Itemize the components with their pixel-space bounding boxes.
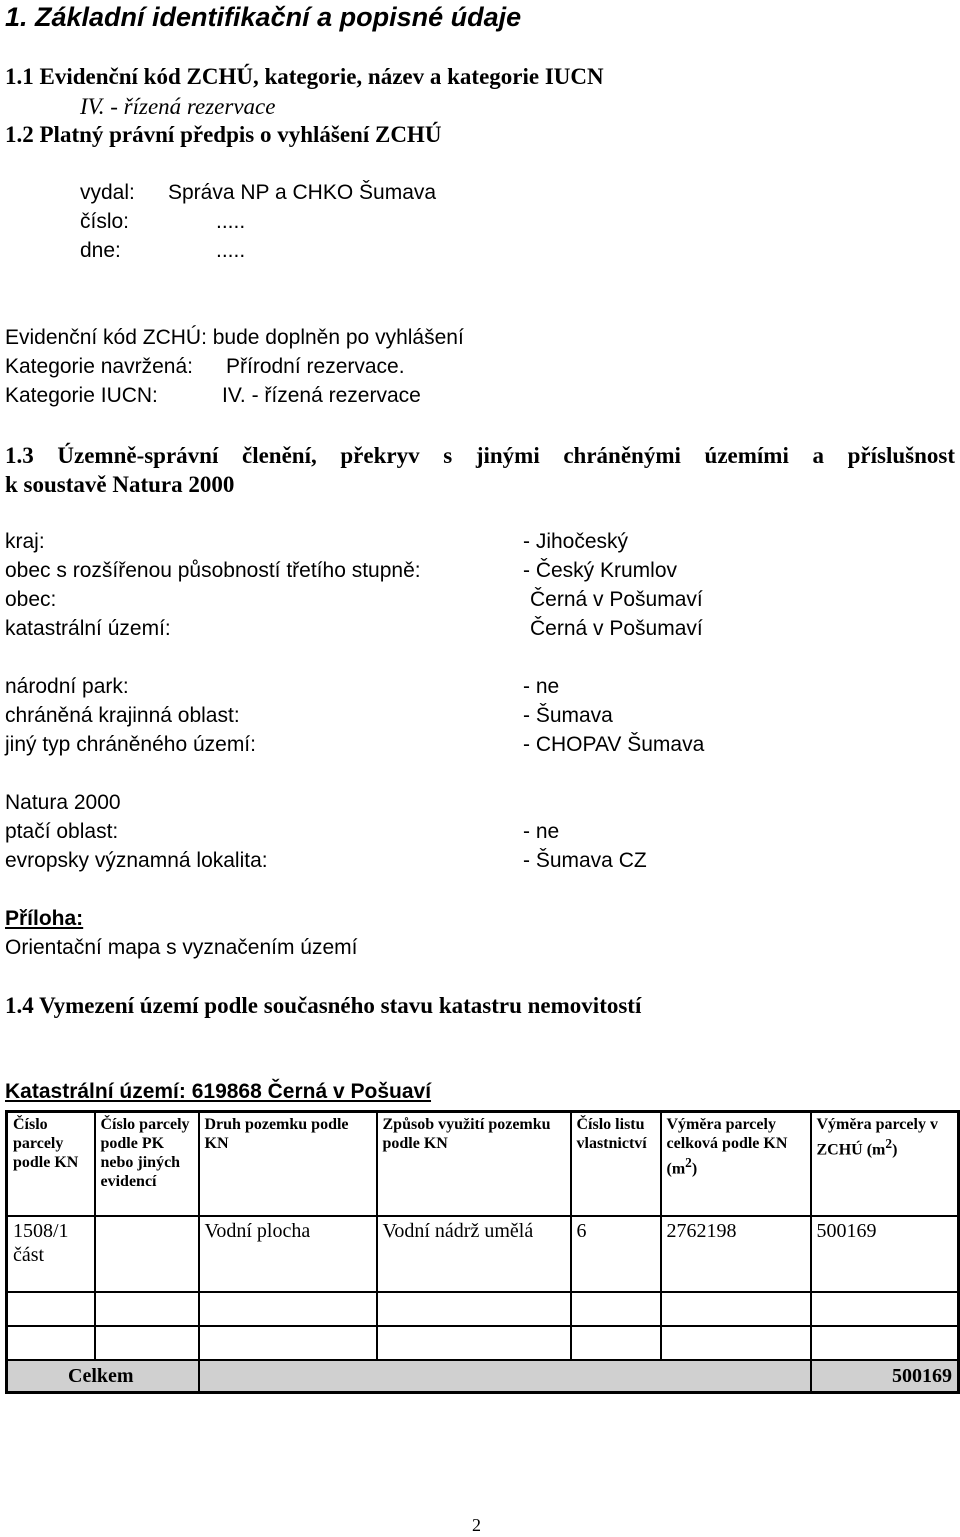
header-zpusob: Způsob využití pozemku podle KN <box>377 1112 571 1217</box>
empty-cell <box>571 1292 661 1326</box>
parcel-table <box>5 1110 960 1394</box>
empty-cell <box>7 1292 95 1326</box>
header-vymera-celkova-close: ) <box>691 1160 698 1178</box>
header-vymera-celkova-sup: 2 <box>685 1155 692 1170</box>
empty-cell <box>571 1326 661 1360</box>
row-value-kraj: - Jihočeský <box>523 530 629 553</box>
row-label-obec: obec: <box>5 588 57 611</box>
table-row <box>7 1216 959 1292</box>
section-1-3-title-line1: 1.3 Územně-správní členění, překryv s jinými chráněnými územími a příslušnost <box>5 443 955 468</box>
section-1-1-title: 1.1 Evidenční kód ZCHÚ, kategorie, název a kategorie IUCN <box>5 64 604 89</box>
empty-cell <box>199 1292 377 1326</box>
header-vymera-celkova <box>661 1112 811 1217</box>
table-header-row <box>7 1112 959 1217</box>
dne-value: ..... <box>216 239 246 262</box>
header-druh: Druh pozemku podle KN <box>199 1112 377 1217</box>
header-vymera-zchu-text: Výměra parcely v ZCHÚ (m <box>816 1116 938 1159</box>
section-1-4-title: 1.4 Vymezení území podle současného stavu katastru nemovitostí <box>5 993 642 1018</box>
katastralni-uzemi-title: Katastrální území: 619868 Černá v Pošuaví <box>5 1080 432 1103</box>
row-value-chko: - Šumava <box>523 704 613 727</box>
priloha-value: Orientační mapa s vyznačením území <box>5 936 358 959</box>
kategorie-navrzena-label: Kategorie navržená: <box>5 355 193 378</box>
empty-cell <box>811 1326 959 1360</box>
cell-vymera-celkova: 2762198 <box>661 1216 811 1292</box>
row-label-ku: katastrální území: <box>5 617 171 640</box>
header-cislo-pk: Číslo parcely podle PK nebo jiných evidencí <box>95 1112 199 1217</box>
cell-zpusob: Vodní nádrž umělá <box>377 1216 571 1292</box>
empty-cell <box>95 1326 199 1360</box>
table-row-empty-1 <box>7 1292 959 1326</box>
evidencni-kod-line: Evidenční kód ZCHÚ: bude doplněn po vyhlášení <box>5 326 464 349</box>
row-value-evl: - Šumava CZ <box>523 849 647 872</box>
header-list-vlastnictvi: Číslo listu vlastnictví <box>571 1112 661 1217</box>
row-label-evl: evropsky významná lokalita: <box>5 849 268 872</box>
empty-cell <box>199 1326 377 1360</box>
vydal-value: Správa NP a CHKO Šumava <box>168 181 437 204</box>
total-spacer <box>199 1360 811 1393</box>
empty-cell <box>7 1326 95 1360</box>
header-vymera-zchu-close: ) <box>892 1141 898 1159</box>
vydal-label: vydal: <box>80 181 135 204</box>
empty-cell <box>95 1292 199 1326</box>
page-number: 2 <box>472 1515 481 1535</box>
kategorie-iucn-label: Kategorie IUCN: <box>5 384 158 407</box>
iucn-category-value: IV. - řízená rezervace <box>80 94 276 119</box>
cell-list-vlastnictvi: 6 <box>571 1216 661 1292</box>
row-label-np: národní park: <box>5 675 129 698</box>
section-1-3-title-line2: k soustavě Natura 2000 <box>5 472 235 497</box>
row-label-natura: Natura 2000 <box>5 791 121 814</box>
row-value-ku: Černá v Pošumaví <box>530 617 703 640</box>
cislo-label: číslo: <box>80 210 130 233</box>
cell-cislo-kn: 1508/1 část <box>7 1216 95 1292</box>
header-vymera-zchu-sup: 2 <box>885 1136 893 1151</box>
row-label-jiny-typ: jiný typ chráněného území: <box>5 733 256 756</box>
row-value-ptaci-oblast: - ne <box>523 820 560 843</box>
cell-druh: Vodní plocha <box>199 1216 377 1292</box>
section-1-2-title: 1.2 Platný právní předpis o vyhlášení ZCHÚ <box>5 122 442 147</box>
row-value-orp: - Český Krumlov <box>523 559 678 582</box>
kategorie-iucn-value: IV. - řízená rezervace <box>222 384 421 407</box>
row-label-ptaci-oblast: ptačí oblast: <box>5 820 119 843</box>
cislo-value: ..... <box>216 210 246 233</box>
row-value-np: - ne <box>523 675 560 698</box>
empty-cell <box>661 1326 811 1360</box>
header-cislo-kn: Číslo parcely podle KN <box>7 1112 95 1217</box>
total-label: Celkem <box>7 1360 199 1393</box>
table-total-row <box>7 1360 959 1393</box>
row-value-jiny-typ: - CHOPAV Šumava <box>523 733 705 756</box>
dne-label: dne: <box>80 239 121 262</box>
kategorie-navrzena-value: Přírodní rezervace. <box>226 355 405 378</box>
empty-cell <box>661 1292 811 1326</box>
header-vymera-zchu <box>811 1112 959 1217</box>
row-label-kraj: kraj: <box>5 530 45 553</box>
cell-vymera-zchu: 500169 <box>811 1216 959 1292</box>
empty-cell <box>811 1292 959 1326</box>
header-vymera-celkova-text: Výměra parcely celková podle KN (m <box>666 1116 788 1178</box>
cell-cislo-pk <box>95 1216 199 1292</box>
row-value-obec: Černá v Pošumaví <box>530 588 703 611</box>
table-row-empty-2 <box>7 1326 959 1360</box>
page-heading: 1. Základní identifikační a popisné údaje <box>5 2 522 32</box>
priloha-label: Příloha: <box>5 907 84 930</box>
total-value: 500169 <box>811 1360 959 1393</box>
row-label-chko: chráněná krajinná oblast: <box>5 704 240 727</box>
empty-cell <box>377 1292 571 1326</box>
empty-cell <box>377 1326 571 1360</box>
row-label-orp: obec s rozšířenou působností třetího stupně: <box>5 559 421 582</box>
